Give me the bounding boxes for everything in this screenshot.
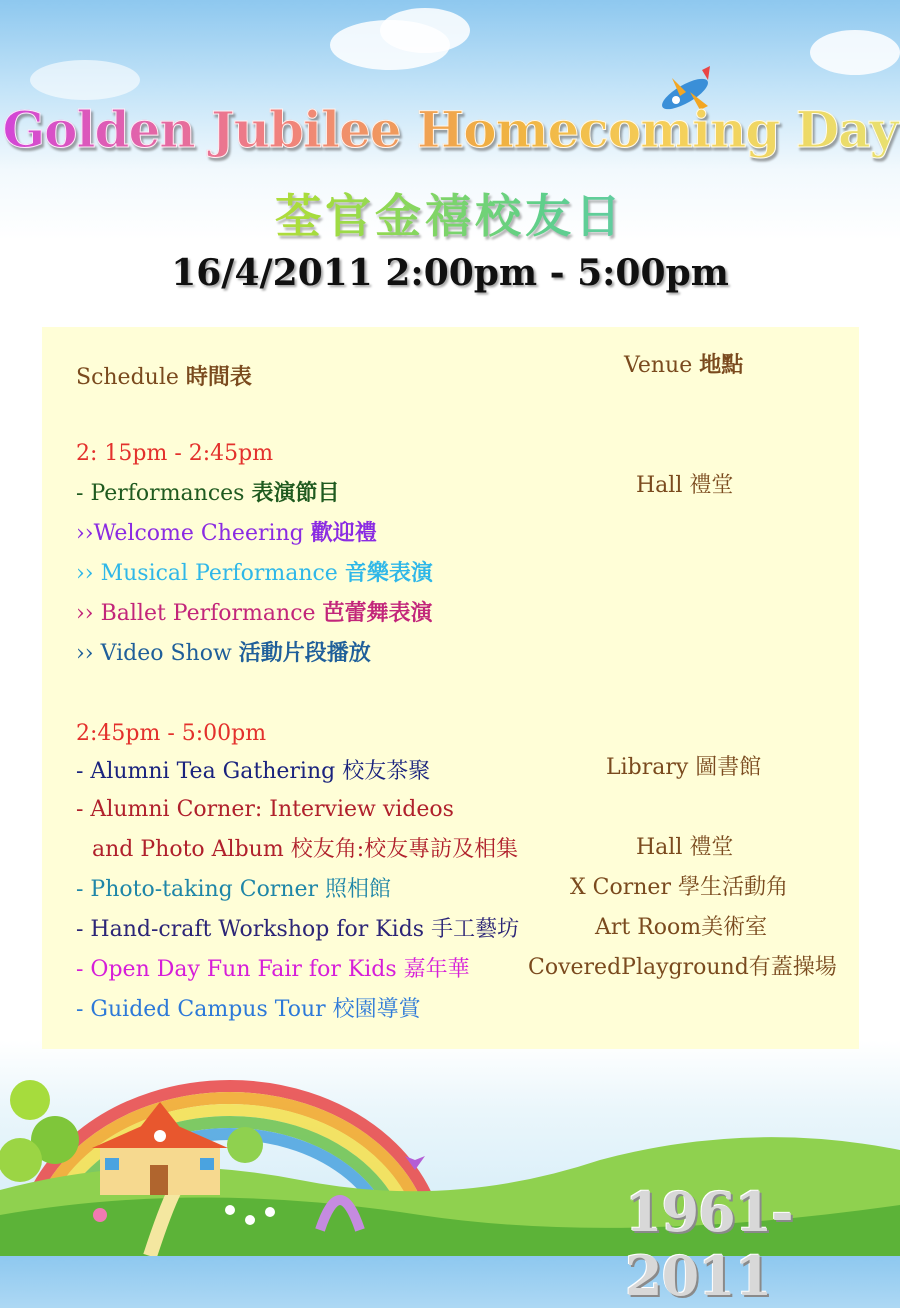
- schedule-header: [76, 367, 252, 389]
- list-item: [76, 603, 433, 625]
- cloud-decoration: [30, 60, 140, 100]
- list-item: [76, 483, 340, 505]
- venue-label: CoveredPlayground有蓋操場: [528, 955, 837, 980]
- venue-header-zh: 地點: [699, 353, 744, 378]
- page-title: Golden Jubilee Homecoming Day: [0, 100, 900, 159]
- venue-label: Library 圖書館: [606, 755, 762, 780]
- cloud-decoration: [810, 30, 900, 75]
- list-item: and Photo Album 校友角:校友專訪及相集: [92, 837, 519, 862]
- list-item: [76, 563, 433, 585]
- item-label-zh: 音樂表演: [344, 561, 433, 586]
- item-label: Performances: [90, 481, 245, 506]
- cloud-decoration: [380, 8, 470, 53]
- venue-header-en: Venue: [624, 353, 693, 378]
- item-label: Video Show: [100, 641, 232, 666]
- anniversary-years: 1961-2011: [625, 1180, 793, 1308]
- item-label-zh: 表演節目: [251, 481, 340, 506]
- schedule-panel: [42, 327, 859, 1049]
- venue-label: Hall 禮堂: [636, 835, 734, 860]
- item-prefix: -: [76, 481, 91, 506]
- item-label: Welcome Cheering: [93, 521, 304, 546]
- list-item: - Hand-craft Workshop for Kids 手工藝坊: [76, 917, 520, 942]
- list-item: - Open Day Fun Fair for Kids 嘉年華: [76, 957, 470, 982]
- list-item: - Photo-taking Corner 照相館: [76, 877, 392, 902]
- venue-header: [624, 355, 743, 377]
- list-item: [76, 643, 371, 665]
- schedule-header-en: Schedule: [76, 365, 179, 390]
- item-label-zh: 活動片段播放: [238, 641, 371, 666]
- item-label-zh: 歡迎禮: [310, 521, 377, 546]
- event-datetime: 16/4/2011 2:00pm - 5:00pm: [171, 252, 729, 294]
- item-prefix: ››: [76, 521, 94, 546]
- list-item: - Alumni Tea Gathering 校友茶聚: [76, 759, 431, 784]
- session-time: 2:45pm - 5:00pm: [76, 721, 267, 746]
- venue-label: X Corner 學生活動角: [570, 875, 788, 900]
- venue-label: Hall 禮堂: [636, 473, 734, 498]
- list-item: - Alumni Corner: Interview videos: [76, 797, 454, 822]
- item-label: Musical Performance: [100, 561, 338, 586]
- item-label-zh: 芭蕾舞表演: [322, 601, 433, 626]
- item-label: Ballet Performance: [100, 601, 316, 626]
- session-time: 2: 15pm - 2:45pm: [76, 441, 274, 466]
- list-item: - Guided Campus Tour 校園導賞: [76, 997, 421, 1022]
- list-item: [76, 523, 377, 545]
- venue-label: Art Room美術室: [595, 915, 768, 940]
- item-prefix: ››: [76, 641, 101, 666]
- page-subtitle: 荃官金禧校友日: [0, 180, 900, 246]
- item-prefix: ››: [76, 561, 101, 586]
- schedule-header-zh: 時間表: [185, 365, 252, 390]
- item-prefix: ››: [76, 601, 101, 626]
